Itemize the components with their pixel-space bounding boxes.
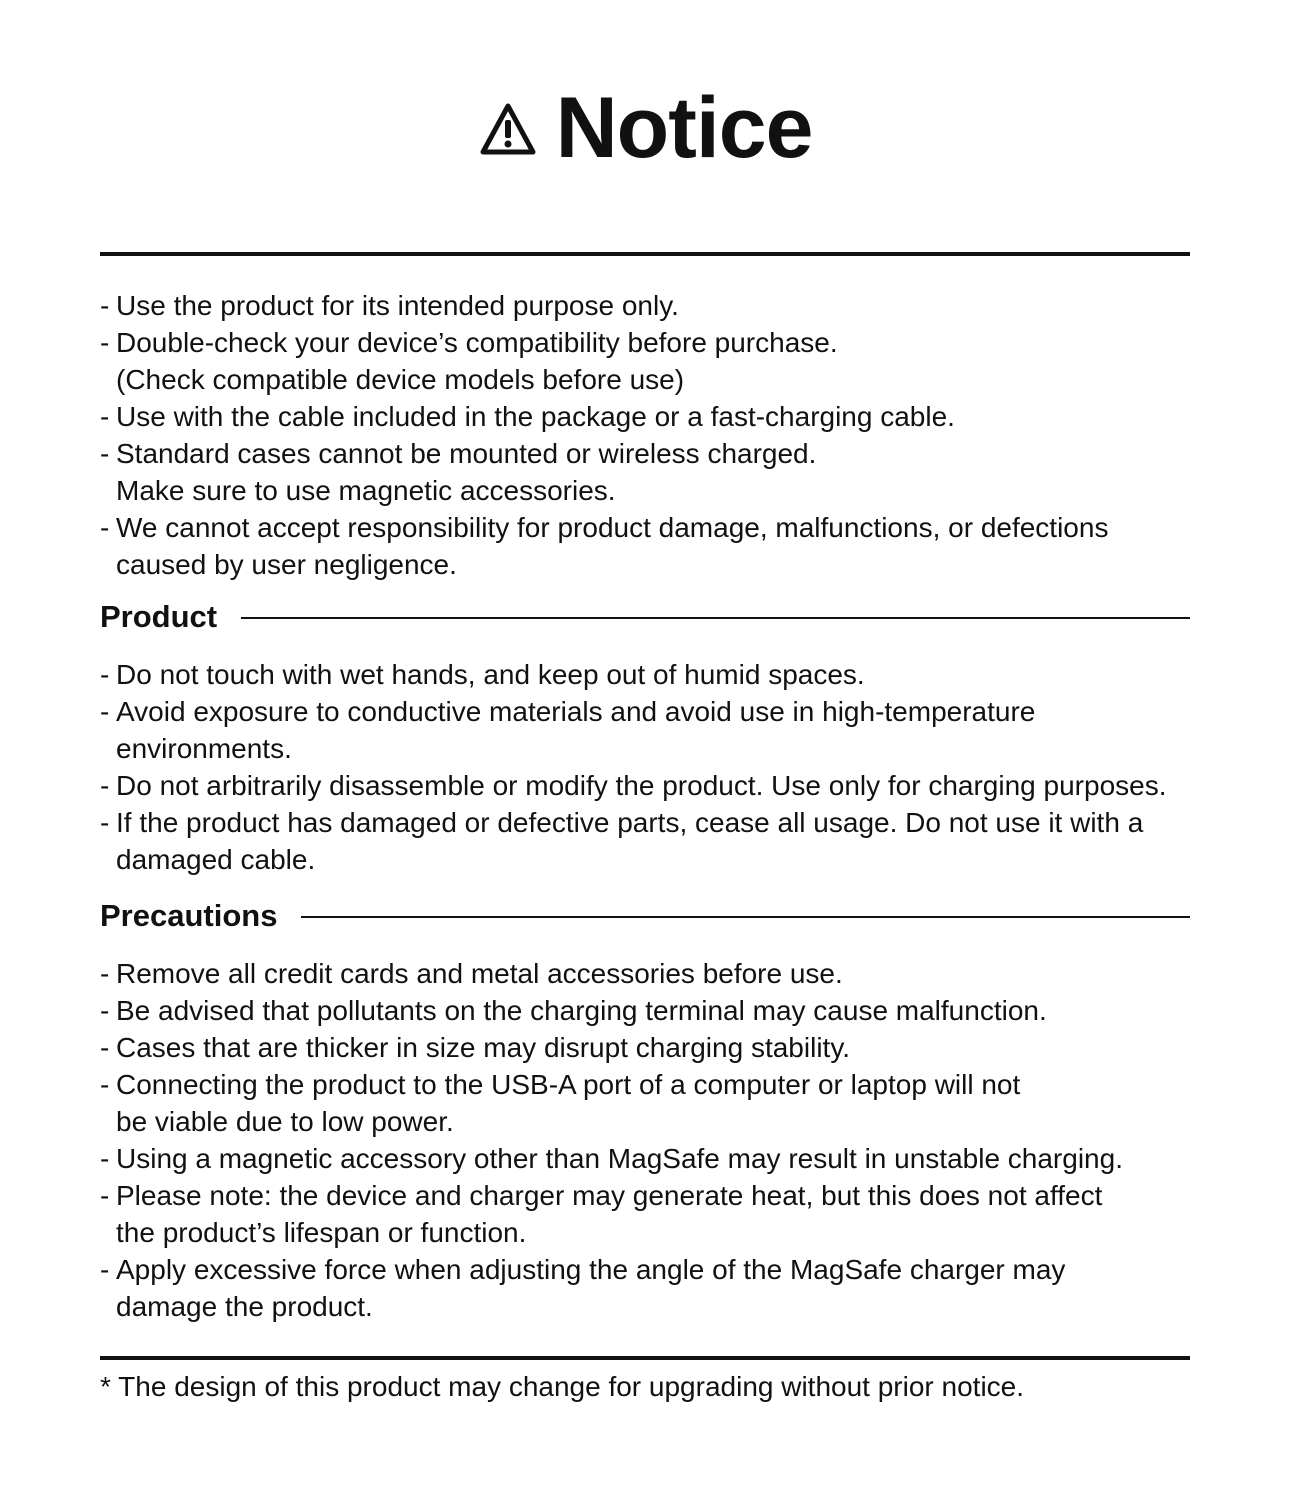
list-item: - Using a magnetic accessory other than MagSafe may result in unstable charging. (100, 1143, 1123, 1174)
list-item: - Standard cases cannot be mounted or wireless charged. Make sure to use magnetic accessories. (100, 438, 817, 506)
product-list (100, 656, 1200, 878)
list-item: - Use with the cable included in the package or a fast-charging cable. (100, 401, 955, 432)
product-section-header (100, 597, 1190, 637)
section-divider (301, 916, 1190, 918)
precautions-heading: Precautions (100, 898, 278, 933)
section-divider (241, 617, 1190, 619)
page-title: Notice (555, 80, 813, 176)
list-item: - Please note: the device and charger may generate heat, but this does not affect the product’s lifespan or function. (100, 1180, 1103, 1248)
precautions-section-header (100, 896, 1190, 936)
list-item: - Connecting the product to the USB-A port of a computer or laptop will not be viable due to low power. (100, 1069, 1021, 1137)
title-block (0, 78, 1290, 178)
list-item: - Remove all credit cards and metal accessories before use. (100, 958, 843, 989)
list-item: - Use the product for its intended purpose only. (100, 290, 679, 321)
list-item: - Apply excessive force when adjusting the angle of the MagSafe charger may damage the product. (100, 1254, 1066, 1322)
list-item: - Be advised that pollutants on the charging terminal may cause malfunction. (100, 995, 1047, 1026)
top-divider (100, 252, 1190, 256)
list-item: - Do not touch with wet hands, and keep out of humid spaces. (100, 659, 865, 690)
precautions-list (100, 955, 1200, 1325)
list-item: - If the product has damaged or defective parts, cease all usage. Do not use it with a damaged cable. (100, 807, 1144, 875)
warning-triangle-icon (478, 100, 538, 160)
list-item: - Avoid exposure to conductive materials and avoid use in high-temperature environments. (100, 696, 1036, 764)
bottom-divider (100, 1356, 1190, 1360)
product-heading: Product (100, 599, 218, 634)
list-item: - Double-check your device’s compatibility before purchase. (Check compatible device models before use) (100, 327, 838, 395)
list-item: - We cannot accept responsibility for product damage, malfunctions, or defections caused by user negligence. (100, 512, 1109, 580)
list-item: - Cases that are thicker in size may disrupt charging stability. (100, 1032, 851, 1063)
list-item: - Do not arbitrarily disassemble or modify the product. Use only for charging purposes. (100, 770, 1167, 801)
footnote: * The design of this product may change for upgrading without prior notice. (100, 1371, 1025, 1402)
general-notice-list (100, 287, 1200, 583)
